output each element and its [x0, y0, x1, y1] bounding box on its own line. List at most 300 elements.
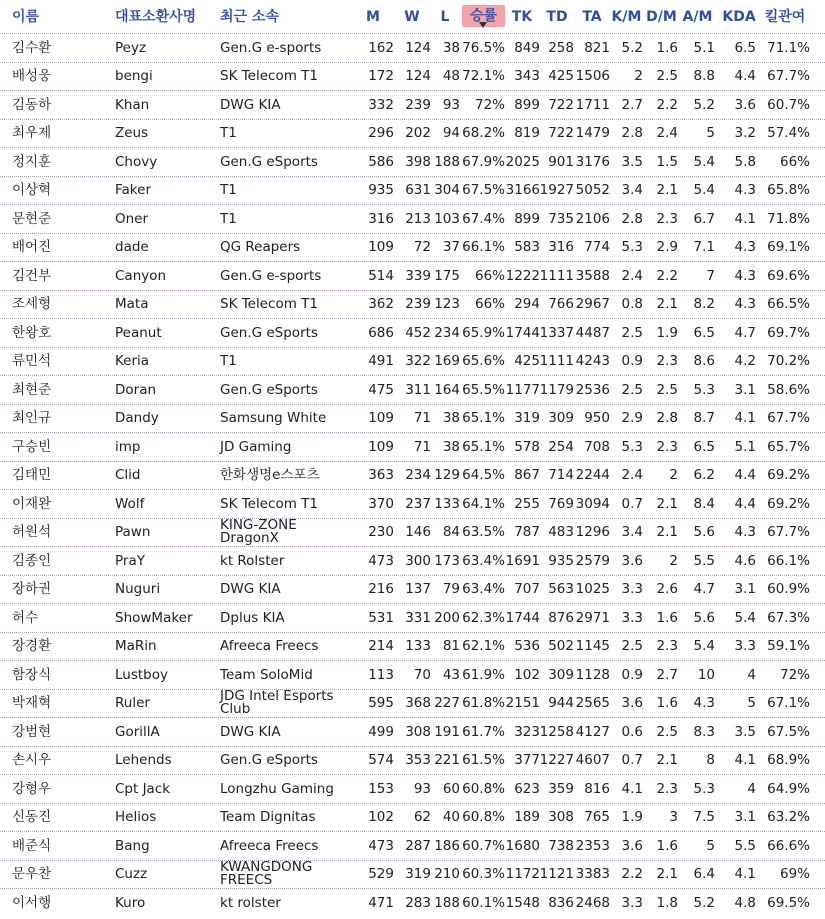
matches: 230 [368, 524, 394, 541]
total-assists: 1025 [575, 581, 610, 598]
matches: 296 [368, 125, 394, 142]
total-assists: 2106 [575, 210, 610, 227]
kda: 3.5 [734, 723, 756, 740]
kill-participation: 67.3% [767, 609, 810, 626]
kills-per-match: 3.4 [621, 182, 643, 199]
total-assists: 3588 [575, 267, 610, 284]
total-kills: 867 [514, 467, 540, 484]
wins: 71 [413, 410, 431, 427]
total-assists: 1479 [575, 125, 610, 142]
kda: 4.8 [734, 894, 756, 911]
summoner-name: imp [115, 438, 141, 455]
kills-per-match: 3.3 [621, 609, 643, 626]
total-kills: 787 [514, 524, 540, 541]
table-row[interactable] [0, 546, 825, 575]
assists-per-match: 8.4 [693, 495, 715, 512]
table-row[interactable] [0, 233, 825, 262]
player-name: 김태민 [12, 467, 52, 484]
table-row[interactable] [0, 90, 825, 119]
total-assists: 2468 [575, 894, 610, 911]
wins: 322 [405, 353, 431, 370]
total-deaths: 258 [548, 39, 574, 56]
player-name: 배성웅 [12, 68, 52, 85]
total-deaths: 714 [548, 467, 574, 484]
total-deaths: 1111 [539, 353, 574, 370]
team-name: Dplus KIA [220, 609, 285, 626]
deaths-per-match: 2.1 [656, 495, 678, 512]
kda: 4.1 [734, 752, 756, 769]
header-kda[interactable]: KDA [722, 8, 756, 25]
deaths-per-match: 3 [669, 809, 678, 826]
summoner-name: Pawn [115, 524, 151, 541]
total-kills: 102 [514, 666, 540, 683]
summoner-name: Cpt Jack [115, 780, 171, 797]
losses: 234 [434, 324, 460, 341]
assists-per-match: 8.8 [693, 68, 715, 85]
table-body [0, 33, 825, 917]
deaths-per-match: 2.8 [656, 410, 678, 427]
deaths-per-match: 2.6 [656, 581, 678, 598]
matches: 172 [368, 68, 394, 85]
table-row[interactable] [0, 347, 825, 376]
kills-per-match: 0.8 [621, 296, 643, 313]
deaths-per-match: 2.3 [656, 638, 678, 655]
table-row[interactable] [0, 62, 825, 91]
matches: 316 [368, 210, 394, 227]
assists-per-match: 6.5 [693, 324, 715, 341]
summoner-name: PraY [115, 552, 145, 569]
header-assists-per-match[interactable]: A/M [682, 8, 713, 25]
kda: 4.3 [734, 296, 756, 313]
total-deaths: 944 [548, 695, 574, 712]
header-wins[interactable]: W [404, 8, 420, 25]
team-name: kt Rolster [220, 552, 285, 569]
kill-participation: 69.7% [767, 324, 810, 341]
total-deaths: 836 [548, 894, 574, 911]
kda: 4.1 [734, 210, 756, 227]
kda: 3.6 [734, 96, 756, 113]
matches: 473 [368, 552, 394, 569]
matches: 471 [368, 894, 394, 911]
winrate: 61.9% [462, 666, 505, 683]
losses: 164 [434, 381, 460, 398]
assists-per-match: 5.3 [693, 780, 715, 797]
summoner-name: dade [115, 239, 149, 256]
summoner-name: Oner [115, 210, 149, 227]
kills-per-match: 5.3 [621, 239, 643, 256]
table-row[interactable] [0, 461, 825, 490]
header-deaths-per-match[interactable]: D/M [646, 8, 677, 25]
table-row[interactable] [0, 119, 825, 148]
summoner-name: Kuro [115, 894, 146, 911]
kill-participation: 71.8% [767, 210, 810, 227]
deaths-per-match: 2.7 [656, 666, 678, 683]
kill-participation: 59.1% [767, 638, 810, 655]
total-deaths: 1927 [539, 182, 574, 199]
kda: 5.4 [734, 609, 756, 626]
total-kills: 899 [514, 96, 540, 113]
kills-per-match: 0.9 [621, 353, 643, 370]
wins: 124 [405, 68, 431, 85]
total-kills: 819 [514, 125, 540, 142]
deaths-per-match: 1.6 [656, 609, 678, 626]
header-total-deaths[interactable]: TD [546, 8, 568, 25]
total-kills: 2151 [505, 695, 540, 712]
table-row[interactable] [0, 404, 825, 433]
table-row[interactable] [0, 603, 825, 632]
kill-participation: 60.9% [767, 581, 810, 598]
player-name: 문현준 [12, 210, 52, 227]
matches: 332 [368, 96, 394, 113]
deaths-per-match: 1.6 [656, 695, 678, 712]
losses: 103 [434, 210, 460, 227]
total-deaths: 483 [548, 524, 574, 541]
total-assists: 1145 [575, 638, 610, 655]
summoner-name: Wolf [115, 495, 145, 512]
matches: 491 [368, 353, 394, 370]
player-name: 김건부 [12, 267, 52, 284]
kills-per-match: 2.5 [621, 638, 643, 655]
team-name: Longzhu Gaming [220, 780, 334, 797]
team-name: T1 [220, 182, 237, 199]
wins: 124 [405, 39, 431, 56]
table-row[interactable] [0, 888, 825, 917]
assists-per-match: 5.6 [693, 609, 715, 626]
total-deaths: 308 [548, 809, 574, 826]
total-deaths: 309 [548, 410, 574, 427]
table-row[interactable] [0, 261, 825, 290]
total-assists: 2565 [575, 695, 610, 712]
table-row[interactable] [0, 489, 825, 518]
winrate: 65.9% [462, 324, 505, 341]
player-name: 허원석 [12, 524, 52, 541]
losses: 200 [434, 609, 460, 626]
total-kills: 1222 [505, 267, 540, 284]
losses: 84 [442, 524, 460, 541]
table-row[interactable] [0, 860, 825, 889]
team-name: Samsung White [220, 410, 327, 427]
summoner-name: Lehends [115, 752, 172, 769]
matches: 362 [368, 296, 394, 313]
winrate: 67.9% [462, 153, 505, 170]
kills-per-match: 3.6 [621, 837, 643, 854]
assists-per-match: 8.6 [693, 353, 715, 370]
deaths-per-match: 2.5 [656, 723, 678, 740]
kda: 3.1 [734, 809, 756, 826]
table-row[interactable] [0, 432, 825, 461]
deaths-per-match: 2.3 [656, 353, 678, 370]
deaths-per-match: 1.6 [656, 837, 678, 854]
assists-per-match: 5.2 [693, 894, 715, 911]
total-kills: 1680 [505, 837, 540, 854]
kills-per-match: 3.4 [621, 524, 643, 541]
total-assists: 1711 [575, 96, 610, 113]
losses: 94 [442, 125, 460, 142]
kill-participation: 63.2% [767, 809, 810, 826]
header-losses[interactable]: L [440, 8, 450, 25]
matches: 109 [368, 410, 394, 427]
table-row[interactable] [0, 774, 825, 803]
assists-per-match: 8 [706, 752, 715, 769]
summoner-name: Cuzz [115, 866, 148, 883]
winrate: 72% [474, 96, 505, 113]
total-kills: 319 [514, 410, 540, 427]
player-name: 최현준 [12, 381, 52, 398]
matches: 214 [368, 638, 394, 655]
winrate: 61.5% [462, 752, 505, 769]
winrate: 65.1% [462, 438, 505, 455]
total-deaths: 309 [548, 666, 574, 683]
table-row[interactable] [0, 717, 825, 746]
kill-participation: 58.6% [767, 381, 810, 398]
wins: 239 [405, 96, 431, 113]
wins: 213 [405, 210, 431, 227]
table-row[interactable] [0, 375, 825, 404]
assists-per-match: 5.1 [693, 39, 715, 56]
losses: 191 [434, 723, 460, 740]
losses: 188 [434, 894, 460, 911]
kills-per-match: 3.3 [621, 894, 643, 911]
total-assists: 2244 [575, 467, 610, 484]
sort-down-icon [479, 22, 487, 28]
player-name: 최우제 [12, 125, 52, 142]
player-name: 김종인 [12, 552, 52, 569]
header-matches[interactable]: M [366, 8, 380, 25]
total-assists: 2353 [575, 837, 610, 854]
total-assists: 3383 [575, 866, 610, 883]
table-row[interactable] [0, 318, 825, 347]
total-assists: 5052 [575, 182, 610, 199]
summoner-name: Bang [115, 837, 150, 854]
winrate: 63.4% [462, 552, 505, 569]
kill-participation: 71.1% [767, 39, 810, 56]
team-name-line1: KWANGDONG [220, 859, 313, 876]
kda: 4 [747, 780, 756, 797]
kda: 4.3 [734, 239, 756, 256]
kda: 4.2 [734, 353, 756, 370]
kda: 4.4 [734, 68, 756, 85]
total-deaths: 502 [548, 638, 574, 655]
team-name-line1: JDG Intel Esports [220, 688, 334, 705]
total-kills: 623 [514, 780, 540, 797]
player-name: 정지훈 [12, 153, 52, 170]
player-name: 허수 [12, 609, 39, 626]
table-row[interactable] [0, 660, 825, 689]
kills-per-match: 2.8 [621, 125, 643, 142]
deaths-per-match: 2.5 [656, 68, 678, 85]
total-assists: 4487 [575, 324, 610, 341]
kills-per-match: 2.4 [621, 467, 643, 484]
kills-per-match: 2.4 [621, 267, 643, 284]
kills-per-match: 1.9 [621, 809, 643, 826]
kill-participation: 66% [779, 153, 810, 170]
deaths-per-match: 2.2 [656, 267, 678, 284]
team-name: JD Gaming [220, 438, 292, 455]
team-name: Gen.G e-sports [220, 267, 322, 284]
total-kills: 536 [514, 638, 540, 655]
player-name: 배어진 [12, 239, 52, 256]
table-row[interactable] [0, 746, 825, 775]
deaths-per-match: 2.1 [656, 182, 678, 199]
total-kills: 1548 [505, 894, 540, 911]
team-name: Gen.G eSports [220, 752, 318, 769]
wins: 283 [405, 894, 431, 911]
wins: 62 [413, 809, 431, 826]
summoner-name: Dandy [115, 410, 159, 427]
kda: 4.3 [734, 524, 756, 541]
assists-per-match: 7.1 [693, 239, 715, 256]
table-row[interactable] [0, 204, 825, 233]
kills-per-match: 3.6 [621, 552, 643, 569]
wins: 146 [405, 524, 431, 541]
player-name: 박재혁 [12, 695, 52, 712]
wins: 398 [405, 153, 431, 170]
kill-participation: 67.1% [767, 695, 810, 712]
team-name: Gen.G eSports [220, 324, 318, 341]
player-name: 최인규 [12, 410, 52, 427]
wins: 287 [405, 837, 431, 854]
total-kills: 849 [514, 39, 540, 56]
winrate: 72.1% [462, 68, 505, 85]
total-assists: 765 [584, 809, 610, 826]
assists-per-match: 5 [706, 837, 715, 854]
total-deaths: 359 [548, 780, 574, 797]
header-team[interactable]: 최근 소속 [220, 8, 279, 25]
matches: 595 [368, 695, 394, 712]
assists-per-match: 6.7 [693, 210, 715, 227]
table-row[interactable] [0, 831, 825, 860]
summoner-name: Clid [115, 467, 141, 484]
team-name: T1 [220, 210, 237, 227]
winrate: 60.7% [462, 837, 505, 854]
assists-per-match: 8.7 [693, 410, 715, 427]
kills-per-match: 2.2 [621, 866, 643, 883]
wins: 237 [405, 495, 431, 512]
kill-participation: 57.4% [767, 125, 810, 142]
winrate: 67.4% [462, 210, 505, 227]
total-deaths: 254 [548, 438, 574, 455]
assists-per-match: 6.5 [693, 438, 715, 455]
winrate: 60.8% [462, 780, 505, 797]
kills-per-match: 3.3 [621, 581, 643, 598]
total-kills: 323 [514, 723, 540, 740]
player-name: 구승빈 [12, 438, 52, 455]
total-assists: 4127 [575, 723, 610, 740]
team-name-line2: Club [220, 701, 251, 718]
matches: 109 [368, 239, 394, 256]
table-row[interactable] [0, 689, 825, 718]
wins: 234 [405, 467, 431, 484]
total-deaths: 1111 [539, 267, 574, 284]
team-name: kt rolster [220, 894, 281, 911]
total-deaths: 1337 [539, 324, 574, 341]
table-row[interactable] [0, 518, 825, 547]
assists-per-match: 5 [706, 125, 715, 142]
losses: 227 [434, 695, 460, 712]
total-assists: 821 [584, 39, 610, 56]
summoner-name: Faker [115, 182, 151, 199]
team-name: T1 [220, 125, 237, 142]
total-kills: 578 [514, 438, 540, 455]
kill-participation: 69.2% [767, 467, 810, 484]
wins: 452 [405, 324, 431, 341]
assists-per-match: 5.5 [693, 552, 715, 569]
losses: 123 [434, 296, 460, 313]
deaths-per-match: 2.3 [656, 438, 678, 455]
matches: 514 [368, 267, 394, 284]
kda: 4.1 [734, 410, 756, 427]
wins: 133 [405, 638, 431, 655]
player-name: 이상혁 [12, 182, 52, 199]
table-row[interactable] [0, 632, 825, 661]
assists-per-match: 7 [706, 267, 715, 284]
assists-per-match: 5.3 [693, 381, 715, 398]
losses: 43 [442, 666, 460, 683]
kill-participation: 67.7% [767, 410, 810, 427]
team-name: Gen.G eSports [220, 381, 318, 398]
header-total-kills[interactable]: TK [511, 8, 533, 25]
total-assists: 2579 [575, 552, 610, 569]
deaths-per-match: 2 [669, 467, 678, 484]
header-winrate[interactable]: 승률 [462, 5, 505, 27]
deaths-per-match: 2.9 [656, 239, 678, 256]
header-name[interactable]: 이름 [12, 8, 40, 25]
assists-per-match: 5.4 [693, 153, 715, 170]
wins: 339 [405, 267, 431, 284]
player-name: 배준식 [12, 837, 52, 854]
header-kill-participation[interactable]: 킬관여 [764, 8, 806, 25]
team-name-line1: KING-ZONE [220, 517, 297, 534]
table-row[interactable] [0, 575, 825, 604]
kda: 3.1 [734, 381, 756, 398]
team-name: SK Telecom T1 [220, 68, 318, 85]
team-name [220, 690, 360, 718]
total-deaths: 901 [548, 153, 574, 170]
table-row[interactable] [0, 33, 825, 62]
wins: 93 [413, 780, 431, 797]
kda: 4.4 [734, 467, 756, 484]
total-assists: 3094 [575, 495, 610, 512]
header-total-assists[interactable]: TA [582, 8, 602, 25]
table-row[interactable] [0, 176, 825, 205]
total-kills: 425 [514, 353, 540, 370]
kda: 4.3 [734, 267, 756, 284]
header-kills-per-match[interactable]: K/M [611, 8, 642, 25]
deaths-per-match: 2.1 [656, 752, 678, 769]
table-row[interactable] [0, 147, 825, 176]
team-name: DWG KIA [220, 581, 281, 598]
summoner-name: ShowMaker [115, 609, 193, 626]
kills-per-match: 2 [634, 68, 643, 85]
table-row[interactable] [0, 290, 825, 319]
wins: 71 [413, 438, 431, 455]
total-assists: 950 [584, 410, 610, 427]
summoner-name: bengi [115, 68, 153, 85]
total-assists: 4243 [575, 353, 610, 370]
table-row[interactable] [0, 803, 825, 832]
summoner-name: Khan [115, 96, 150, 113]
header-summoner[interactable]: 대표소환사명 [115, 8, 197, 25]
player-name: 손시우 [12, 752, 52, 769]
winrate: 60.3% [462, 866, 505, 883]
team-name: T1 [220, 353, 237, 370]
kills-per-match: 3.5 [621, 153, 643, 170]
wins: 137 [405, 581, 431, 598]
kill-participation: 69% [779, 866, 810, 883]
winrate: 66% [474, 296, 505, 313]
wins: 319 [405, 866, 431, 883]
total-deaths: 722 [548, 96, 574, 113]
